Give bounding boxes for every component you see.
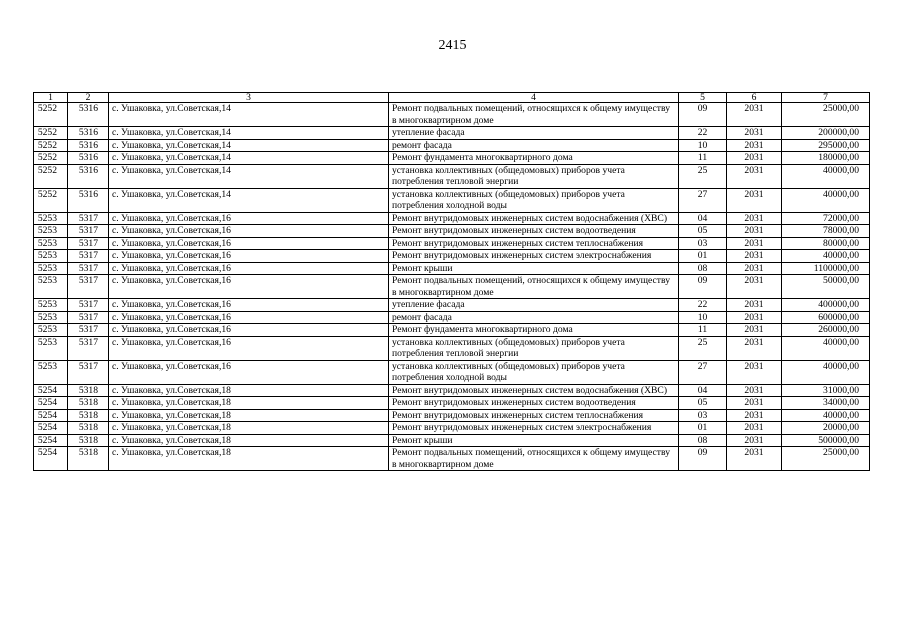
work-type-cell: Ремонт внутридомовых инженерных систем водоснабжения (ХВС) bbox=[389, 384, 679, 397]
table-row bbox=[34, 299, 870, 312]
work-type-cell: утепление фасада bbox=[389, 127, 679, 140]
address-cell: с. Ушаковка, ул.Советская,16 bbox=[109, 225, 389, 238]
cost-cell: 80000,00 bbox=[782, 237, 870, 250]
object-id-cell: 5317 bbox=[68, 262, 109, 275]
object-id-cell: 5316 bbox=[68, 188, 109, 212]
address-cell: с. Ушаковка, ул.Советская,14 bbox=[109, 152, 389, 165]
object-id-cell: 5318 bbox=[68, 409, 109, 422]
object-id-cell: 5317 bbox=[68, 336, 109, 360]
work-code-cell: 08 bbox=[679, 434, 727, 447]
cost-cell: 1100000,00 bbox=[782, 262, 870, 275]
cost-cell: 25000,00 bbox=[782, 447, 870, 471]
object-id-cell: 5317 bbox=[68, 212, 109, 225]
table-row bbox=[34, 336, 870, 360]
year-cell: 2031 bbox=[727, 103, 782, 127]
work-type-cell: ремонт фасада bbox=[389, 311, 679, 324]
work-code-cell: 04 bbox=[679, 384, 727, 397]
work-type-cell: установка коллективных (общедомовых) приборов учета потребления холодной воды bbox=[389, 360, 679, 384]
address-cell: с. Ушаковка, ул.Советская,14 bbox=[109, 103, 389, 127]
object-id-cell: 5316 bbox=[68, 127, 109, 140]
work-type-cell: установка коллективных (общедомовых) приборов учета потребления тепловой энергии bbox=[389, 336, 679, 360]
work-type-cell: Ремонт внутридомовых инженерных систем теплоснабжения bbox=[389, 237, 679, 250]
header-cell: 3 bbox=[109, 93, 389, 103]
table-row bbox=[34, 139, 870, 152]
row-id-cell: 5252 bbox=[34, 188, 68, 212]
year-cell: 2031 bbox=[727, 188, 782, 212]
work-code-cell: 11 bbox=[679, 152, 727, 165]
work-type-cell: Ремонт внутридомовых инженерных систем водоснабжения (ХВС) bbox=[389, 212, 679, 225]
row-id-cell: 5253 bbox=[34, 311, 68, 324]
work-type-cell: Ремонт крыши bbox=[389, 434, 679, 447]
year-cell: 2031 bbox=[727, 434, 782, 447]
address-cell: с. Ушаковка, ул.Советская,16 bbox=[109, 360, 389, 384]
work-code-cell: 25 bbox=[679, 164, 727, 188]
cost-cell: 400000,00 bbox=[782, 299, 870, 312]
year-cell: 2031 bbox=[727, 311, 782, 324]
table-row bbox=[34, 127, 870, 140]
row-id-cell: 5254 bbox=[34, 384, 68, 397]
work-type-cell: установка коллективных (общедомовых) приборов учета потребления тепловой энергии bbox=[389, 164, 679, 188]
address-cell: с. Ушаковка, ул.Советская,16 bbox=[109, 275, 389, 299]
year-cell: 2031 bbox=[727, 447, 782, 471]
address-cell: с. Ушаковка, ул.Советская,14 bbox=[109, 164, 389, 188]
work-code-cell: 27 bbox=[679, 188, 727, 212]
object-id-cell: 5317 bbox=[68, 311, 109, 324]
year-cell: 2031 bbox=[727, 250, 782, 263]
work-code-cell: 09 bbox=[679, 103, 727, 127]
cost-cell: 40000,00 bbox=[782, 250, 870, 263]
work-type-cell: установка коллективных (общедомовых) приборов учета потребления холодной воды bbox=[389, 188, 679, 212]
row-id-cell: 5252 bbox=[34, 139, 68, 152]
page-number: 2415 bbox=[438, 38, 467, 53]
header-cell: 1 bbox=[34, 93, 68, 103]
table-row bbox=[34, 311, 870, 324]
address-cell: с. Ушаковка, ул.Советская,18 bbox=[109, 447, 389, 471]
table-row bbox=[34, 434, 870, 447]
row-id-cell: 5254 bbox=[34, 409, 68, 422]
address-cell: с. Ушаковка, ул.Советская,16 bbox=[109, 311, 389, 324]
year-cell: 2031 bbox=[727, 299, 782, 312]
header-cell: 7 bbox=[782, 93, 870, 103]
work-code-cell: 03 bbox=[679, 237, 727, 250]
table-row bbox=[34, 447, 870, 471]
table-row bbox=[34, 164, 870, 188]
object-id-cell: 5318 bbox=[68, 384, 109, 397]
object-id-cell: 5316 bbox=[68, 164, 109, 188]
cost-cell: 500000,00 bbox=[782, 434, 870, 447]
cost-cell: 40000,00 bbox=[782, 409, 870, 422]
address-cell: с. Ушаковка, ул.Советская,16 bbox=[109, 212, 389, 225]
work-code-cell: 05 bbox=[679, 225, 727, 238]
object-id-cell: 5317 bbox=[68, 299, 109, 312]
object-id-cell: 5316 bbox=[68, 139, 109, 152]
address-cell: с. Ушаковка, ул.Советская,14 bbox=[109, 188, 389, 212]
cost-cell: 50000,00 bbox=[782, 275, 870, 299]
work-type-cell: Ремонт фундамента многоквартирного дома bbox=[389, 324, 679, 337]
year-cell: 2031 bbox=[727, 262, 782, 275]
object-id-cell: 5318 bbox=[68, 447, 109, 471]
year-cell: 2031 bbox=[727, 360, 782, 384]
work-code-cell: 25 bbox=[679, 336, 727, 360]
address-cell: с. Ушаковка, ул.Советская,16 bbox=[109, 237, 389, 250]
year-cell: 2031 bbox=[727, 237, 782, 250]
object-id-cell: 5317 bbox=[68, 275, 109, 299]
table-row bbox=[34, 250, 870, 263]
header-cell: 6 bbox=[727, 93, 782, 103]
work-code-cell: 04 bbox=[679, 212, 727, 225]
table-row bbox=[34, 225, 870, 238]
object-id-cell: 5316 bbox=[68, 152, 109, 165]
cost-cell: 20000,00 bbox=[782, 422, 870, 435]
work-type-cell: Ремонт внутридомовых инженерных систем водоотведения bbox=[389, 225, 679, 238]
address-cell: с. Ушаковка, ул.Советская,14 bbox=[109, 139, 389, 152]
address-cell: с. Ушаковка, ул.Советская,18 bbox=[109, 434, 389, 447]
cost-cell: 25000,00 bbox=[782, 103, 870, 127]
year-cell: 2031 bbox=[727, 225, 782, 238]
year-cell: 2031 bbox=[727, 275, 782, 299]
cost-cell: 40000,00 bbox=[782, 336, 870, 360]
row-id-cell: 5253 bbox=[34, 336, 68, 360]
cost-cell: 180000,00 bbox=[782, 152, 870, 165]
row-id-cell: 5252 bbox=[34, 164, 68, 188]
work-code-cell: 09 bbox=[679, 447, 727, 471]
object-id-cell: 5316 bbox=[68, 103, 109, 127]
table-row bbox=[34, 360, 870, 384]
table-row bbox=[34, 103, 870, 127]
object-id-cell: 5317 bbox=[68, 250, 109, 263]
cost-cell: 40000,00 bbox=[782, 188, 870, 212]
object-id-cell: 5318 bbox=[68, 422, 109, 435]
work-type-cell: ремонт фасада bbox=[389, 139, 679, 152]
address-cell: с. Ушаковка, ул.Советская,16 bbox=[109, 336, 389, 360]
row-id-cell: 5253 bbox=[34, 250, 68, 263]
row-id-cell: 5253 bbox=[34, 212, 68, 225]
table-body bbox=[34, 103, 870, 471]
year-cell: 2031 bbox=[727, 409, 782, 422]
row-id-cell: 5254 bbox=[34, 422, 68, 435]
address-cell: с. Ушаковка, ул.Советская,16 bbox=[109, 250, 389, 263]
header-cell: 4 bbox=[389, 93, 679, 103]
row-id-cell: 5252 bbox=[34, 152, 68, 165]
object-id-cell: 5317 bbox=[68, 324, 109, 337]
work-type-cell: Ремонт фундамента многоквартирного дома bbox=[389, 152, 679, 165]
table-row bbox=[34, 262, 870, 275]
work-code-cell: 01 bbox=[679, 250, 727, 263]
work-code-cell: 08 bbox=[679, 262, 727, 275]
work-code-cell: 22 bbox=[679, 299, 727, 312]
row-id-cell: 5254 bbox=[34, 397, 68, 410]
table-row bbox=[34, 275, 870, 299]
work-type-cell: утепление фасада bbox=[389, 299, 679, 312]
work-code-cell: 11 bbox=[679, 324, 727, 337]
capital-repair-table bbox=[33, 92, 870, 471]
row-id-cell: 5254 bbox=[34, 447, 68, 471]
year-cell: 2031 bbox=[727, 397, 782, 410]
year-cell: 2031 bbox=[727, 127, 782, 140]
work-type-cell: Ремонт подвальных помещений, относящихся к общему имуществу в многоквартирном доме bbox=[389, 103, 679, 127]
work-type-cell: Ремонт подвальных помещений, относящихся к общему имуществу в многоквартирном доме bbox=[389, 447, 679, 471]
work-code-cell: 05 bbox=[679, 397, 727, 410]
header-cell: 5 bbox=[679, 93, 727, 103]
table-row bbox=[34, 397, 870, 410]
row-id-cell: 5253 bbox=[34, 360, 68, 384]
work-type-cell: Ремонт крыши bbox=[389, 262, 679, 275]
row-id-cell: 5253 bbox=[34, 262, 68, 275]
table-row bbox=[34, 384, 870, 397]
row-id-cell: 5253 bbox=[34, 275, 68, 299]
address-cell: с. Ушаковка, ул.Советская,16 bbox=[109, 324, 389, 337]
address-cell: с. Ушаковка, ул.Советская,16 bbox=[109, 299, 389, 312]
cost-cell: 200000,00 bbox=[782, 127, 870, 140]
work-code-cell: 09 bbox=[679, 275, 727, 299]
cost-cell: 260000,00 bbox=[782, 324, 870, 337]
cost-cell: 600000,00 bbox=[782, 311, 870, 324]
work-code-cell: 01 bbox=[679, 422, 727, 435]
table-row bbox=[34, 237, 870, 250]
header-cell: 2 bbox=[68, 93, 109, 103]
work-type-cell: Ремонт внутридомовых инженерных систем водоотведения bbox=[389, 397, 679, 410]
work-code-cell: 10 bbox=[679, 139, 727, 152]
year-cell: 2031 bbox=[727, 336, 782, 360]
table-row bbox=[34, 324, 870, 337]
address-cell: с. Ушаковка, ул.Советская,18 bbox=[109, 409, 389, 422]
address-cell: с. Ушаковка, ул.Советская,18 bbox=[109, 397, 389, 410]
work-code-cell: 10 bbox=[679, 311, 727, 324]
cost-cell: 78000,00 bbox=[782, 225, 870, 238]
table-row bbox=[34, 422, 870, 435]
row-id-cell: 5252 bbox=[34, 103, 68, 127]
object-id-cell: 5318 bbox=[68, 397, 109, 410]
address-cell: с. Ушаковка, ул.Советская,16 bbox=[109, 262, 389, 275]
cost-cell: 40000,00 bbox=[782, 360, 870, 384]
table-row bbox=[34, 212, 870, 225]
work-code-cell: 27 bbox=[679, 360, 727, 384]
cost-cell: 34000,00 bbox=[782, 397, 870, 410]
table-row bbox=[34, 409, 870, 422]
table-row bbox=[34, 188, 870, 212]
year-cell: 2031 bbox=[727, 384, 782, 397]
cost-cell: 31000,00 bbox=[782, 384, 870, 397]
work-type-cell: Ремонт внутридомовых инженерных систем теплоснабжения bbox=[389, 409, 679, 422]
row-id-cell: 5253 bbox=[34, 237, 68, 250]
year-cell: 2031 bbox=[727, 324, 782, 337]
cost-cell: 295000,00 bbox=[782, 139, 870, 152]
work-type-cell: Ремонт внутридомовых инженерных систем электроснабжения bbox=[389, 422, 679, 435]
year-cell: 2031 bbox=[727, 422, 782, 435]
row-id-cell: 5254 bbox=[34, 434, 68, 447]
object-id-cell: 5317 bbox=[68, 360, 109, 384]
cost-cell: 72000,00 bbox=[782, 212, 870, 225]
work-code-cell: 22 bbox=[679, 127, 727, 140]
table-row bbox=[34, 152, 870, 165]
year-cell: 2031 bbox=[727, 152, 782, 165]
row-id-cell: 5253 bbox=[34, 225, 68, 238]
row-id-cell: 5252 bbox=[34, 127, 68, 140]
year-cell: 2031 bbox=[727, 139, 782, 152]
work-type-cell: Ремонт внутридомовых инженерных систем электроснабжения bbox=[389, 250, 679, 263]
year-cell: 2031 bbox=[727, 164, 782, 188]
work-code-cell: 03 bbox=[679, 409, 727, 422]
object-id-cell: 5318 bbox=[68, 434, 109, 447]
row-id-cell: 5253 bbox=[34, 299, 68, 312]
object-id-cell: 5317 bbox=[68, 225, 109, 238]
object-id-cell: 5317 bbox=[68, 237, 109, 250]
work-type-cell: Ремонт подвальных помещений, относящихся к общему имуществу в многоквартирном доме bbox=[389, 275, 679, 299]
year-cell: 2031 bbox=[727, 212, 782, 225]
address-cell: с. Ушаковка, ул.Советская,18 bbox=[109, 422, 389, 435]
address-cell: с. Ушаковка, ул.Советская,14 bbox=[109, 127, 389, 140]
address-cell: с. Ушаковка, ул.Советская,18 bbox=[109, 384, 389, 397]
cost-cell: 40000,00 bbox=[782, 164, 870, 188]
table-header-row bbox=[34, 93, 870, 103]
row-id-cell: 5253 bbox=[34, 324, 68, 337]
